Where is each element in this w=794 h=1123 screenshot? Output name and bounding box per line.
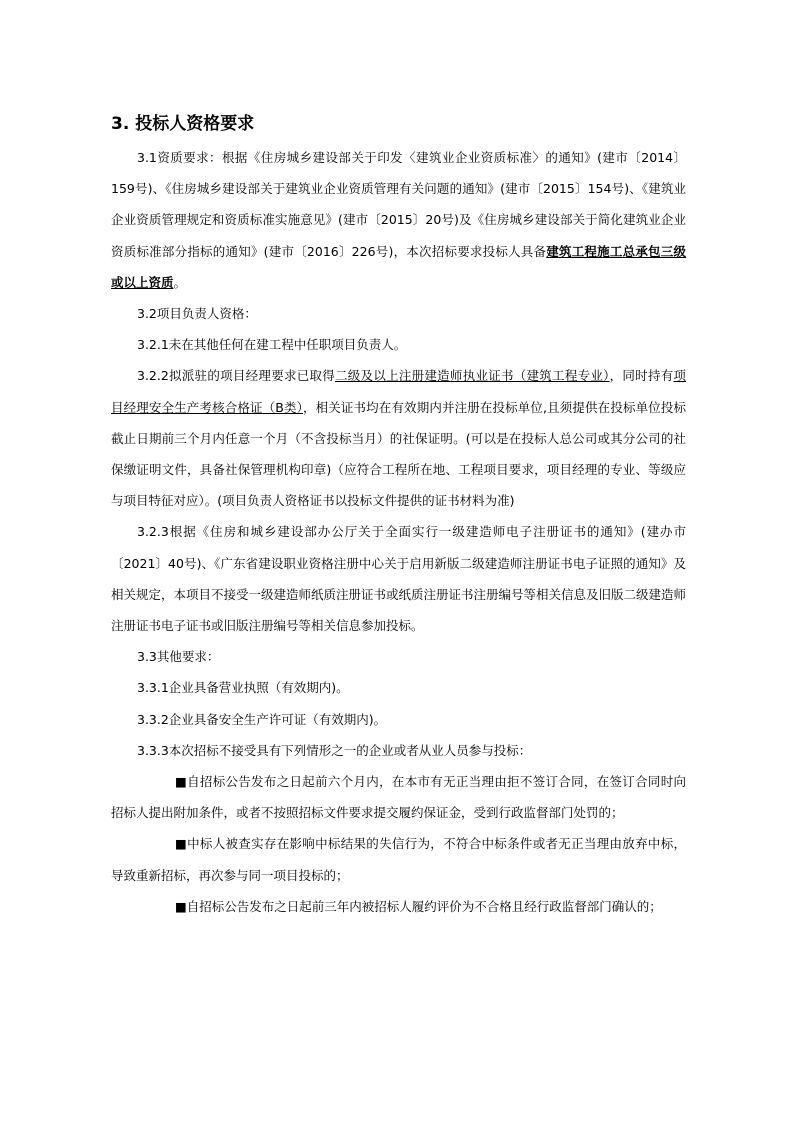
section-number: 3.: [111, 114, 130, 134]
paragraph-3-3-1: 3.3.1企业具备营业执照（有效期内)。: [137, 680, 349, 696]
paragraph-3-2-2-c: ，相关证书均在有效期内并注册在投标单位,且须提供在投标单位投标截止日期前三个月内任意一个月（不含投标当月）的社保证明。(可以是在投标人总公司或其分公司的社保缴证明文件，具备社保管理机构印章)（应符合工程所在地、工程项目要求，项目经理的专业、等级应与项目特征对应）。(项目负责人资格证书以投标文件提供的证书材料为准): [111, 399, 686, 509]
qualification-requirement: 建筑工程施工总承包三级或以上资质: [111, 243, 686, 290]
exclusion-item: ■中标人被查实存在影响中标结果的失信行为，不符合中标条件或者无正当理由放弃中标，导致重新招标，再次参与同一项目投标的；: [111, 836, 686, 883]
paragraph-3-2-2: [111, 360, 686, 516]
document-page: [111, 112, 686, 922]
paragraph-3-1-text: 3.1资质要求：根据《住房城乡建设部关于印发〈建筑业企业资质标准〉的通知》(建市〔2014〕159号)、《住房城乡建设部关于建筑业企业资质管理有关问题的通知》(建市〔2015〕154号)、《建筑业企业资质管理规定和资质标准实施意见》(建市〔2015〕20号)及《住房城乡建设部关于简化建筑业企业资质标准部分指标的通知》(建市〔2016〕226号)，本次招标要求投标人具备: [111, 150, 686, 259]
exclusion-item: ■自招标公告发布之日起前六个月内，在本市有无正当理由拒不签订合同，在签订合同时向招标人提出附加条件，或者不按照招标文件要求提交履约保证金，受到行政监督部门处罚的；: [111, 774, 686, 821]
paragraph-3-2-2-b: ，同时持有: [609, 368, 674, 384]
exclusion-item: ■自招标公告发布之日起前三年内被招标人履约评价为不合格且经行政监督部门确认的；: [175, 898, 662, 914]
paragraph-3-2-2-a: 3.2.2拟派驻的项目经理要求已取得: [137, 368, 336, 384]
paragraph-3-2: 3.2项目负责人资格：: [137, 306, 257, 322]
paragraph-3-1-end: 。: [173, 274, 187, 290]
constructor-certificate-requirement: 二级及以上注册建造师执业证书（建筑工程专业）: [335, 368, 610, 384]
paragraph-3-3: 3.3其他要求：: [137, 649, 220, 665]
paragraph-3-2-1: 3.2.1未在其他任何在建工程中任职项目负责人。: [137, 337, 407, 353]
paragraph-3-2-3: 3.2.3根据《住房和城乡建设部办公厅关于全面实行一级建造师电子注册证书的通知》(建办市〔2021〕40号)、《广东省建设职业资格注册中心关于启用新版二级建造师注册证书电子证照的通知》及相关规定，本项目不接受一级建造师纸质注册证书或纸质注册证书注册编号等相关信息及旧版二级建造师注册证书电子证书或旧版注册编号等相关信息参加投标。: [111, 524, 687, 634]
paragraph-3-3-2: 3.3.2企业具备安全生产许可证（有效期内)。: [137, 711, 387, 727]
safety-certificate-requirement: 项目经理安全生产考核合格证（B类）: [111, 368, 686, 415]
paragraph-3-1: [111, 142, 686, 298]
paragraph-3-3-3: 3.3.3本次招标不接受具有下列情形之一的企业或者从业人员参与投标：: [137, 742, 532, 758]
section-heading: [111, 112, 686, 136]
section-title: 投标人资格要求: [135, 114, 255, 134]
